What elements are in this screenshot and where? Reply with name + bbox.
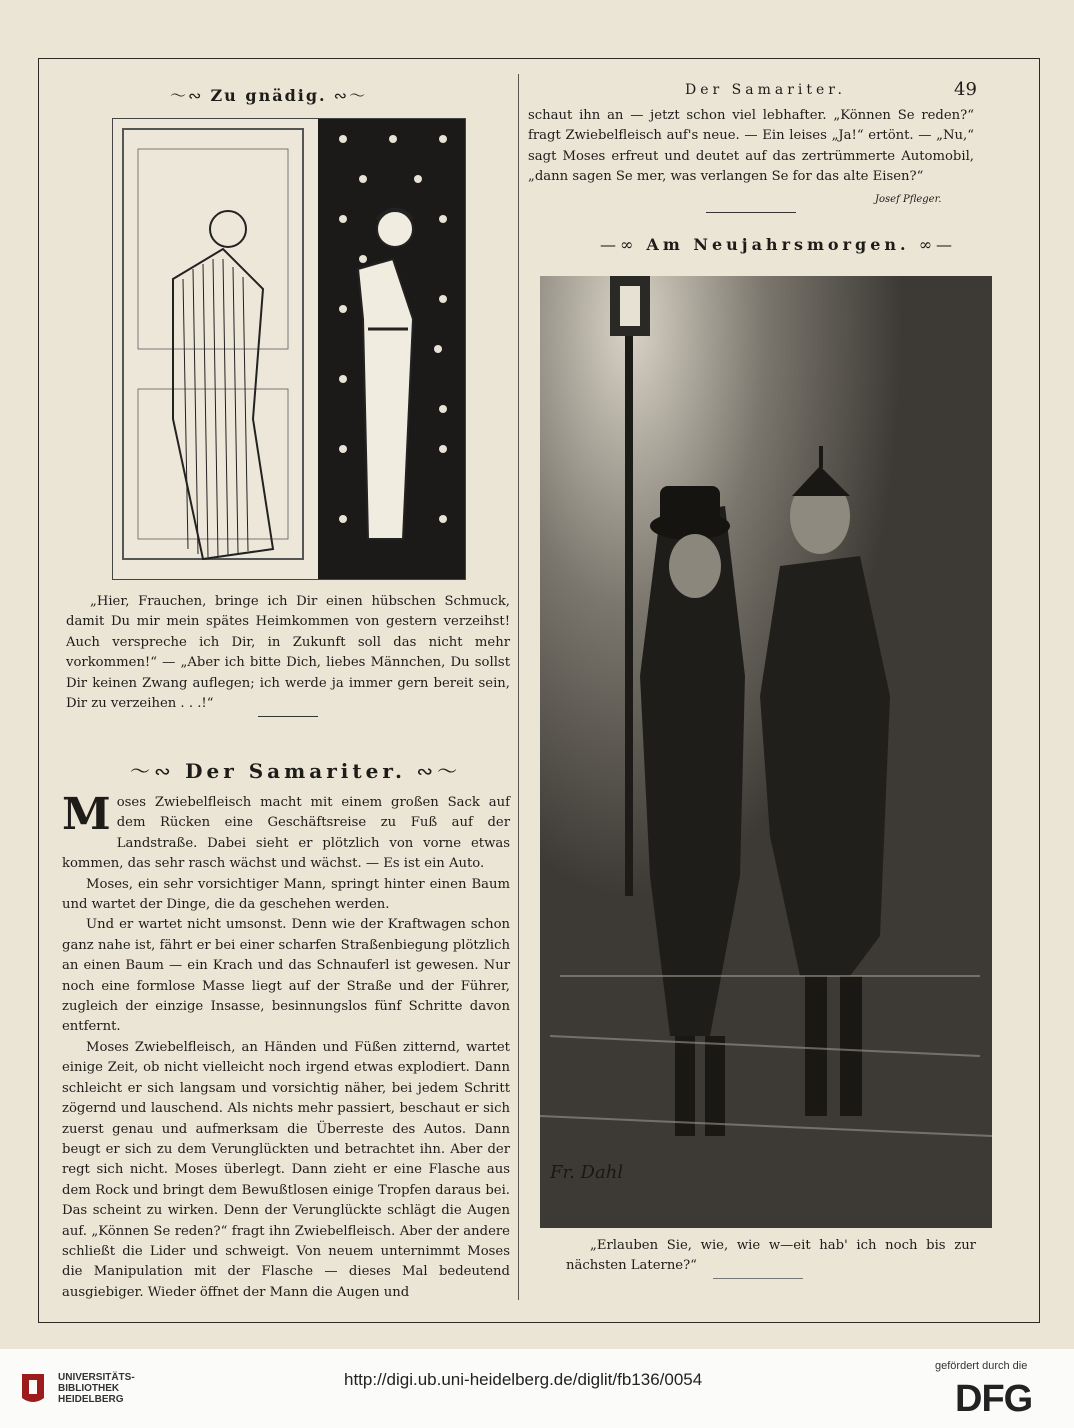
story-body: [62, 789, 510, 1303]
illustration-night-street: [540, 276, 992, 1228]
ornament-divider: [706, 212, 796, 213]
ornament-divider: [713, 1278, 803, 1279]
story-title: 〜∾ Der Samariter. ∾〜: [130, 759, 462, 783]
paragraph: Moses Zwiebelfleisch, an Händen und Füßen zitternd, wartet einige Zeit, ob nicht vielleicht noch irgend etwas explodiert. Dann schleicht er sich langsam und vorsichtig näher, bei jedem Schritt zögernd und lauschend. Als nichts mehr passiert, beschaut er sich zuerst genau und aufmerksam die Überreste des Autos. Dann beugt er sich zu dem Verunglückten und betrachtet ihn. Aber der regt sich nicht. Moses überlegt. Dann zieht er eine Flasche aus dem Rock und bringt dem Bewußtlosen einige Tropfen daraus bei. Das scheint zu wirken. Denn der Verunglückte schlägt die Augen auf. „Können Se reden?“ fragt ihn Zwiebelfleisch. Aber der andere schließt die Lider und schweigt. Von neuem unternimmt Moses die Manipulation mit der Flasche — dieses Mal bedeutend ausgiebiger. Wieder öffnet der Mann die Augen und: [62, 1039, 510, 1300]
story-continuation: [528, 106, 974, 188]
paragraph: oses Zwiebelfleisch macht mit einem großen Sack auf dem Rücken eine Geschäftsreise zu Fuß auf der Landstraße. Dabei sieht er plötzlich von vorne etwas kommen, das sehr rasch wächst und wächst. — Es ist ein Auto.: [62, 795, 510, 872]
illustration-couple: [112, 118, 466, 580]
dfg-logo: DFG: [955, 1378, 1033, 1420]
illustration-title: —∞ Am Neujahrsmorgen. ∞—: [600, 235, 957, 254]
caption-text: „Hier, Frauchen, bringe ich Dir einen hübschen Schmuck, damit Du mir mein spätes Heimkommen von gestern verzeihst! Auch verspreche ich Dir, in Zukunft soll das nicht mehr vorkommen!“ — „Aber ich bitte Dich, liebes Männchen, Du sollst Dir keinen Zwang auflegen; ich werde ja immer gern bereit sein, Dir zu verzeihen . . .!“: [66, 594, 510, 712]
author-signature: Josef Pfleger.: [875, 194, 942, 205]
dropcap: M: [62, 789, 111, 840]
couple-drawing: [113, 119, 465, 579]
source-url-link[interactable]: http://digi.ub.uni-heidelberg.de/diglit/fb136/0054: [344, 1370, 703, 1389]
column-divider: [518, 74, 519, 1300]
paragraph: Und er wartet nicht umsonst. Denn wie der Kraftwagen schon ganz nahe ist, fährt er bei einer scharfen Straßenbiegung plötzlich an einen Baum — ein Krach und das Schnauferl ist gewesen. Nur noch eine formlose Masse liegt auf der Straße und der Führer, zugleich der einzige Insasse, besinnungslos fünf Schritte davon entfernt.: [62, 917, 510, 1035]
page-number: 49: [954, 79, 977, 100]
header-left-title: 〜∾ Zu gnädig. ∾〜: [170, 86, 368, 105]
paragraph: Moses, ein sehr vorsichtiger Mann, springt hinter einen Baum und wartet der Dinge, die da geschehen werden.: [62, 876, 510, 913]
university-name: [58, 1372, 135, 1405]
funding-note: gefördert durch die: [935, 1360, 1028, 1372]
university-line: BIBLIOTHEK: [58, 1383, 120, 1394]
header-running-title: Der Samariter.: [685, 82, 846, 98]
illustration-caption-right: [566, 1236, 976, 1277]
paragraph: schaut ihn an — jetzt schon viel lebhafter. „Können Se reden?“ fragt Zwiebelfleisch auf's neue. — Ein leises „Ja!“ ertönt. — „Nu,“ sagt Moses erfreut und deutet auf das zertrümmerte Automobil, „dann sagen Se mer, was verlangen Se for das alte Eisen?“: [528, 108, 974, 185]
night-street-drawing: [540, 276, 992, 1228]
ornament-divider: [258, 716, 318, 717]
caption-text: „Erlauben Sie, wie, wie w—eit hab' ich noch bis zur nächsten Laterne?“: [566, 1238, 976, 1274]
artist-signature: Fr. Dahl: [550, 1162, 624, 1183]
university-seal-icon: [16, 1368, 50, 1406]
illustration-caption: [66, 592, 510, 714]
university-line: HEIDELBERG: [58, 1394, 124, 1405]
university-line: UNIVERSITÄTS-: [58, 1372, 135, 1383]
